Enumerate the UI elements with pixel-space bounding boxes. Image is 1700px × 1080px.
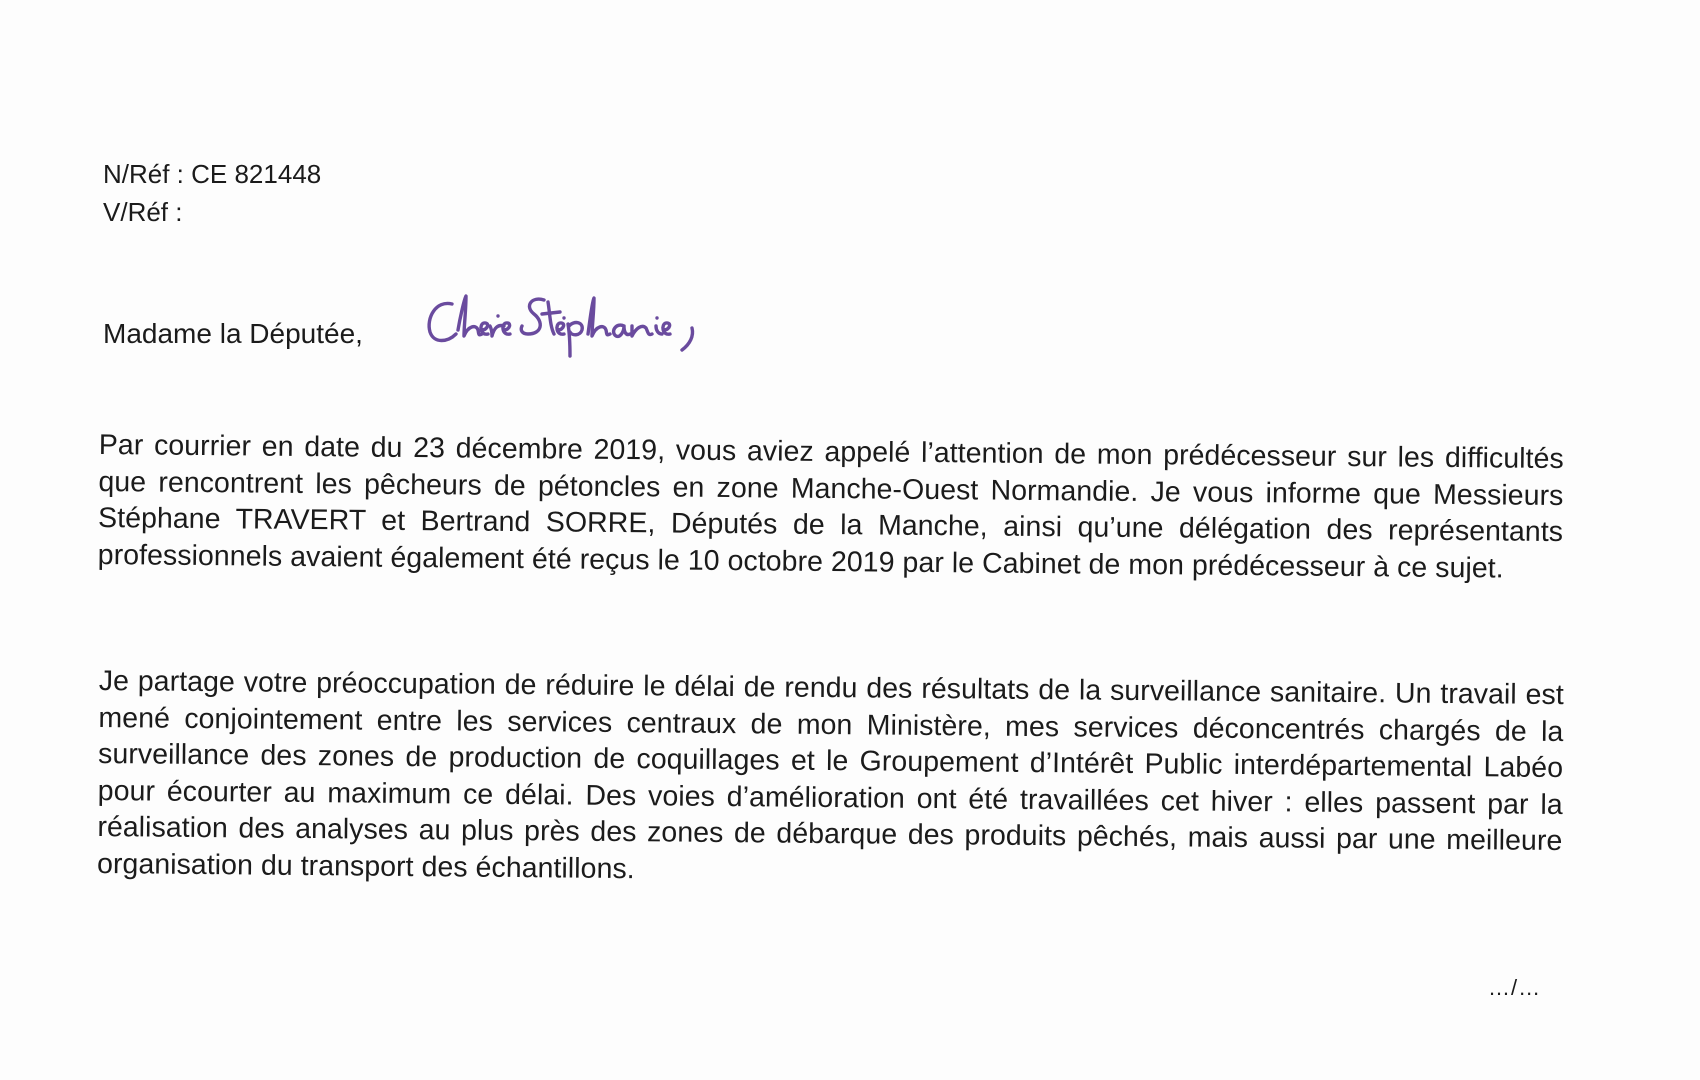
your-reference: V/Réf : [103, 197, 183, 227]
paragraph-2: Je partage votre préoccupation de réduire le délai de rendu des résultats de la surveillance sanitaire. Un travail est mené conjointement entre les services centraux de mon Ministère, mes services déconcentrés chargés de la surveillance des zones de production de coquillages et le Groupement d’Intérêt Public interdépartemental Labéo pour écourter au maximum ce délai. Des voies d’amélioration ont été travaillées cet hiver : elles passent par la réalisation des analyses au plus près des zones de débarque des produits pêchés, mais aussi par une meilleure organisation du transport des échantillons. [96, 664, 1564, 885]
handwritten-greeting [424, 290, 784, 380]
our-reference: N/Réf : CE 821448 [103, 159, 322, 189]
reference-block [103, 155, 321, 231]
continuation-mark: …/… [1488, 975, 1542, 1000]
salutation: Madame la Députée, [103, 318, 363, 349]
paragraph-1: Par courrier en date du 23 décembre 2019, vous aviez appelé l’attention de mon prédécesseur sur les difficultés que rencontrent les pêcheurs de pétoncles en zone Manche-Ouest Normandie. Je vous informe que Messieurs Stéphane TRAVERT et Bertrand SORRE, Députés de la Manche, ainsi qu’une délégation des représentants professionnels avaient également été reçus le 10 octobre 2019 par le Cabinet de mon prédécesseur à ce sujet. [97, 428, 1564, 584]
